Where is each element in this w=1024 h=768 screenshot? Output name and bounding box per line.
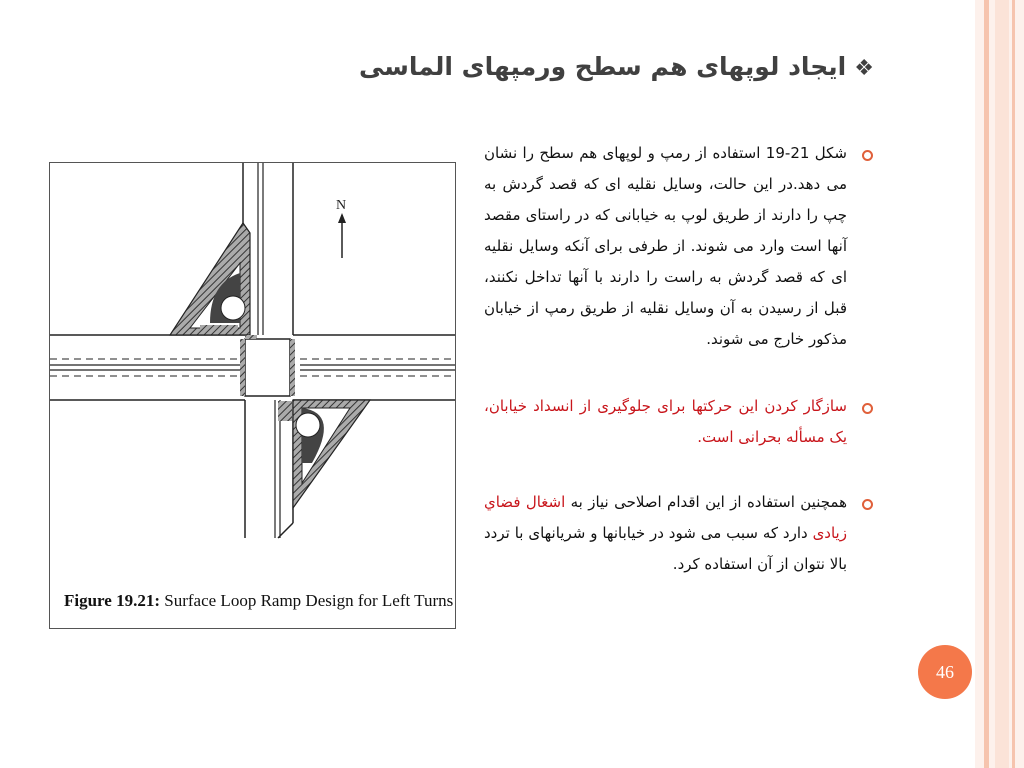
- caption-text: Surface Loop Ramp Design for Left Turns: [164, 591, 454, 610]
- crosswalk: [245, 335, 257, 339]
- circle-bullet-icon: [862, 150, 873, 161]
- northwest-ramp: [170, 223, 250, 335]
- bullet-text: دارد که سبب می شود در خیابانها و شریانهای با تردد بالا نتوان از آن استفاده کرد.: [484, 524, 847, 573]
- bullet-list: [484, 138, 879, 580]
- crosswalk: [290, 339, 295, 396]
- decor-stripe: [1012, 0, 1015, 768]
- highlighted-text: اشغال فضاي زيادی: [484, 493, 847, 542]
- circle-bullet-icon: [862, 499, 873, 510]
- figure-caption: [64, 591, 453, 611]
- slide-title: [359, 52, 874, 81]
- crosswalk: [240, 339, 245, 396]
- slide-title-text: ایجاد لوپهای هم سطح ورمپهای الماسی: [359, 52, 847, 81]
- southeast-ramp: [278, 400, 370, 508]
- diamond-bullet-icon: ❖: [854, 56, 874, 81]
- bullet-text: شکل 21-19 استفاده از رمپ و لوپهای هم سطح را نشان می دهد.در این حالت، وسایل نقلیه ای که قصد گردش به چپ را دارند از طریق لوپ به خیابانی که در راستای مقصد آنها است وارد می شوند. از طرفی برای آنکه وسایل نقلیه ای که قصد گردش به راست را دارند با آنها تداخل نکنند، قبل از رسیدن به آن وسایل نقلیه از طریق رمپ از خیابان مذکور خارج می شوند.: [484, 144, 848, 348]
- intersection-diagram: [50, 163, 455, 628]
- bullet-text: همچنین استفاده از این اقدام اصلاحی نیاز به: [570, 493, 847, 511]
- bullet-item: [484, 487, 879, 580]
- north-label: N: [336, 198, 347, 213]
- figure-image: [49, 162, 456, 629]
- page-number-badge: 46: [918, 645, 972, 699]
- decor-stripe: [995, 0, 1009, 768]
- caption-label: Figure 19.21:: [64, 591, 161, 610]
- bullet-item: [484, 138, 879, 355]
- north-arrow-icon: [338, 213, 346, 258]
- intersection-box: [245, 339, 290, 396]
- bullet-text: سازگار کردن این حرکتها برای جلوگیری از انسداد خیابان، یک مسأله بحرانی است.: [484, 397, 847, 446]
- circle-bullet-icon: [862, 403, 873, 414]
- decor-stripe: [984, 0, 989, 768]
- bullet-item: [484, 391, 879, 453]
